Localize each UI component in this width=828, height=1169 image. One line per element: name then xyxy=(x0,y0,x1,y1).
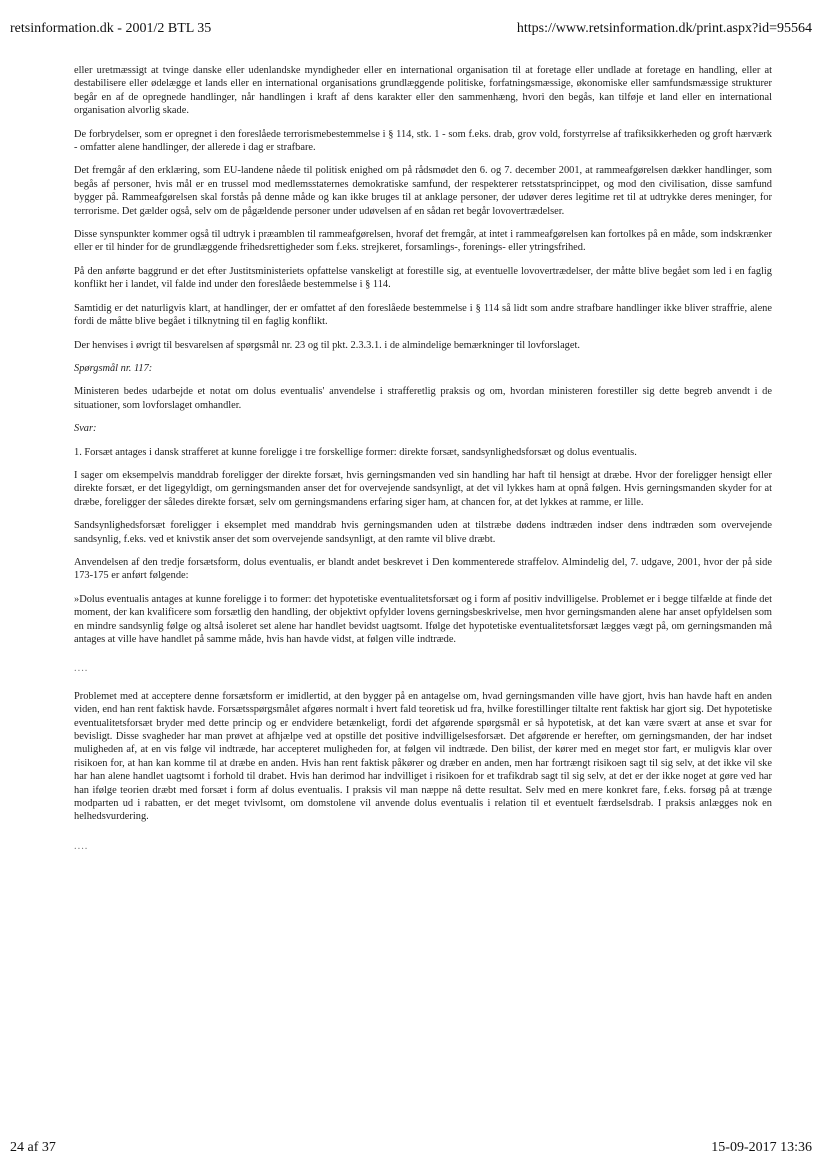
body-paragraph: Samtidig er det naturligvis klart, at handlinger, der er omfattet af den foreslåede bestemmelse i § 114 så lidt som andre strafbare handlinger ikke bliver straffrie, alene fordi de måtte blive begået i tilknytning til en faglig konflikt. xyxy=(74,302,772,328)
document-body xyxy=(74,64,772,867)
body-paragraph: Der henvises i øvrigt til besvarelsen af spørgsmål nr. 23 og til pkt. 2.3.3.1. i de almindelige bemærkninger til lovforslaget. xyxy=(74,339,580,351)
print-header-url: https://www.retsinformation.dk/print.aspx?id=95564 xyxy=(516,21,812,36)
body-paragraph: Det fremgår af den erklæring, som EU-landene nåede til politisk enighed om på rådsmødet den 6. og 7. december 2001, at rammeafgørelsen dækker handlinger, som begås af personer, hvis mål er en trussel mod medlemsstaternes demokratiske samfund, der respekterer retsstatsprincippet, og mod den civilisation, disse samfund bygger på. Rammeafgørelsen skal forstås på denne måde og kan ikke bruges til at anklage personer, der udøver deres legitime ret til at udtrykke deres meninger, for terrorisme. Det gælder også, selv om de pågældende personer under udøvelsen af en sådan ret begår lovovertrædelser. xyxy=(74,165,772,217)
body-paragraph: På den anførte baggrund er det efter Justitsministeriets opfattelse vanskeligt at forestille sig, at eventuelle lovovertrædelser, der måtte blive begået som led i en faglig konflikt her i landet, vil falde ind under den foreslåede bestemmelse i § 114. xyxy=(74,265,772,291)
body-paragraph: Disse synspunkter kommer også til udtryk i præamblen til rammeafgørelsen, hvoraf det fremgår, at intet i rammeafgørelsen kan fortolkes på en måde, som indskrænker eller er til hinder for de grundlæggende frihedsrettigheder som f.eks. strejkeret, forsamlings-, forenings- eller ytringsfrihed. xyxy=(74,229,772,254)
question-text: Ministeren bedes udarbejde et notat om dolus eventualis' anvendelse i strafferetlig praksis og om, hvordan ministeren forestiller sig dette begreb anvendt i de situationer, som lovforslaget omhandler. xyxy=(74,386,772,411)
answer-paragraph: Anvendelsen af den tredje forsætsform, dolus eventualis, er blandt andet beskrevet i Den kommenterede straffelov. Almindelig del, 7. udgave, 2001, hvor der på side 173-175 er anført følgende: xyxy=(74,556,772,582)
quote-paragraph: »Dolus eventualis antages at kunne foreligge i to former: det hypotetiske eventualitetsforsæt og i form af positiv indvilligelse. Problemet er i begge tilfælde at finde det moment, der kan kvalificere som forsætlig den handling, der objektivt opfylder lovens gerningsbeskrivelse, men hvor gerningsmanden alene har anset opfyldelsen som en mindre sandsynlig følge og altså isoleret set alene har handlet bevidst uagtsomt. Ifølge det hypotetiske eventualitetsforsæt lægges vægt på, om gerningsmanden må antages at ville have handlet på samme måde, hvis han havde vidst, at følgen ville indtræde. xyxy=(74,593,772,645)
body-paragraph: De forbrydelser, som er opregnet i den foreslåede terrorismebestemmelse i § 114, stk. 1 - som f.eks. drab, grov vold, forstyrrelse af trafiksikkerheden og groft hærværk - omfatter alene handlinger, der allerede i dag er strafbare. xyxy=(74,128,772,154)
question-heading: Spørgsmål nr. 117: xyxy=(74,362,153,374)
page-number: 24 af 37 xyxy=(10,1140,56,1155)
print-header-source: retsinformation.dk - 2001/2 BTL 35 xyxy=(10,21,212,36)
answer-paragraph: I sager om eksempelvis manddrab foreligger der direkte forsæt, hvis gerningsmanden ved sin handling har haft til hensigt at dræbe. Hvor der foreligger hensigt eller direkte forsæt, er det ligegyldigt, om gerningsmanden anser det for overvejende sandsynligt, at det vil lykkes ham at opnå følgen. Hvis gerningsmanden skyder for at dræbe, foreligger der således direkte forsæt, selv om gerningsmandens erfaring siger ham, at chancen for, at det lykkes at ramme, er lille. xyxy=(74,469,772,508)
print-datetime: 15-09-2017 13:36 xyxy=(711,1140,812,1155)
answer-heading: Svar: xyxy=(74,423,97,435)
answer-paragraph: Sandsynlighedsforsæt foreligger i eksemplet med manddrab hvis gerningsmanden uden at tilstræbe dødens indtræden indser dens indtræden som overvejende sandsynlig, f.eks. ved et knivstik anser det som overvejende sandsynligt, at den ramte vil blive dræbt. xyxy=(74,520,772,545)
omission-ellipsis-end: .... xyxy=(74,840,89,852)
omission-ellipsis: .... xyxy=(74,663,89,675)
answer-paragraph: 1. Forsæt antages i dansk strafferet at kunne foreligge i tre forskellige former: direkte forsæt, sandsynlighedsforsæt og dolus eventualis. xyxy=(74,446,637,458)
body-paragraph: eller uretmæssigt at tvinge danske eller udenlandske myndigheder eller en international organisation til at foretage eller undlade at foretage en handling, eller at destabilisere eller ødelægge et lands eller en international organisations grundlæggende politiske, forfatningsmæssige, økonomiske eller samfundsmæssige strukturer begår en af de opregnede handlinger, når handlingen i kraft af dens karakter eller den sammenhæng, hvori den begås, kan tilføje et land eller en international organisation alvorlig skade. xyxy=(74,65,772,117)
quote-continuation-paragraph: Problemet med at acceptere denne forsætsform er imidlertid, at den bygger på en antagelse om, hvad gerningsmanden ville have gjort, hvis han havde haft en anden viden, end han rent faktisk havde. Forsætsspørgsmålet afgøres normalt i hvert fald teoretisk ud fra, hvilke forestillinger tiltalte rent faktisk har gjort sig. Det hypotetiske eventualitetsforsæt bryder med dette princip og er endvidere betænkeligt, fordi det afgørende spørgsmål er så hypotetisk, at det kan være svært at anse et svar for bevisligt. Disse svagheder har man prøvet at afhjælpe ved at opstille det positive indvilligelsesforsæt. Det afgørende er herefter, om gerningsmanden, der har indset muligheden af, at en vis følge vil indtræde, har accepteret muligheden for, at følgen vil indtræde. Den bilist, der kører med en meget stor fart, er muligvis klar over risikoen for, at han kan komme til at dræbe en anden. Hvis han rent faktisk påkører og dræber en anden, men har fortrængt risikoen sagt til sig selv, at det ikke vil ske har han alene handlet uagtsomt i forhold til drabet. Hvis han derimod har indvilliget i risikoen for et trafikdrab sagt til sig selv, at det er der ikke noget at gøre ved har han ifølge teorien dræbt med forsæt i form af dolus eventualis. I praksis vil man næppe nå dette resultat. Selv med en mere konkret fare, f.eks. forsøg på at trænge modparten ud i rabatten, er det meget tvivlsomt, om domstolene vil anvende dolus eventualis i relation til et eventuelt færdselsdrab. I praksis anlægges nok en helhedsvurdering. xyxy=(74,690,772,823)
